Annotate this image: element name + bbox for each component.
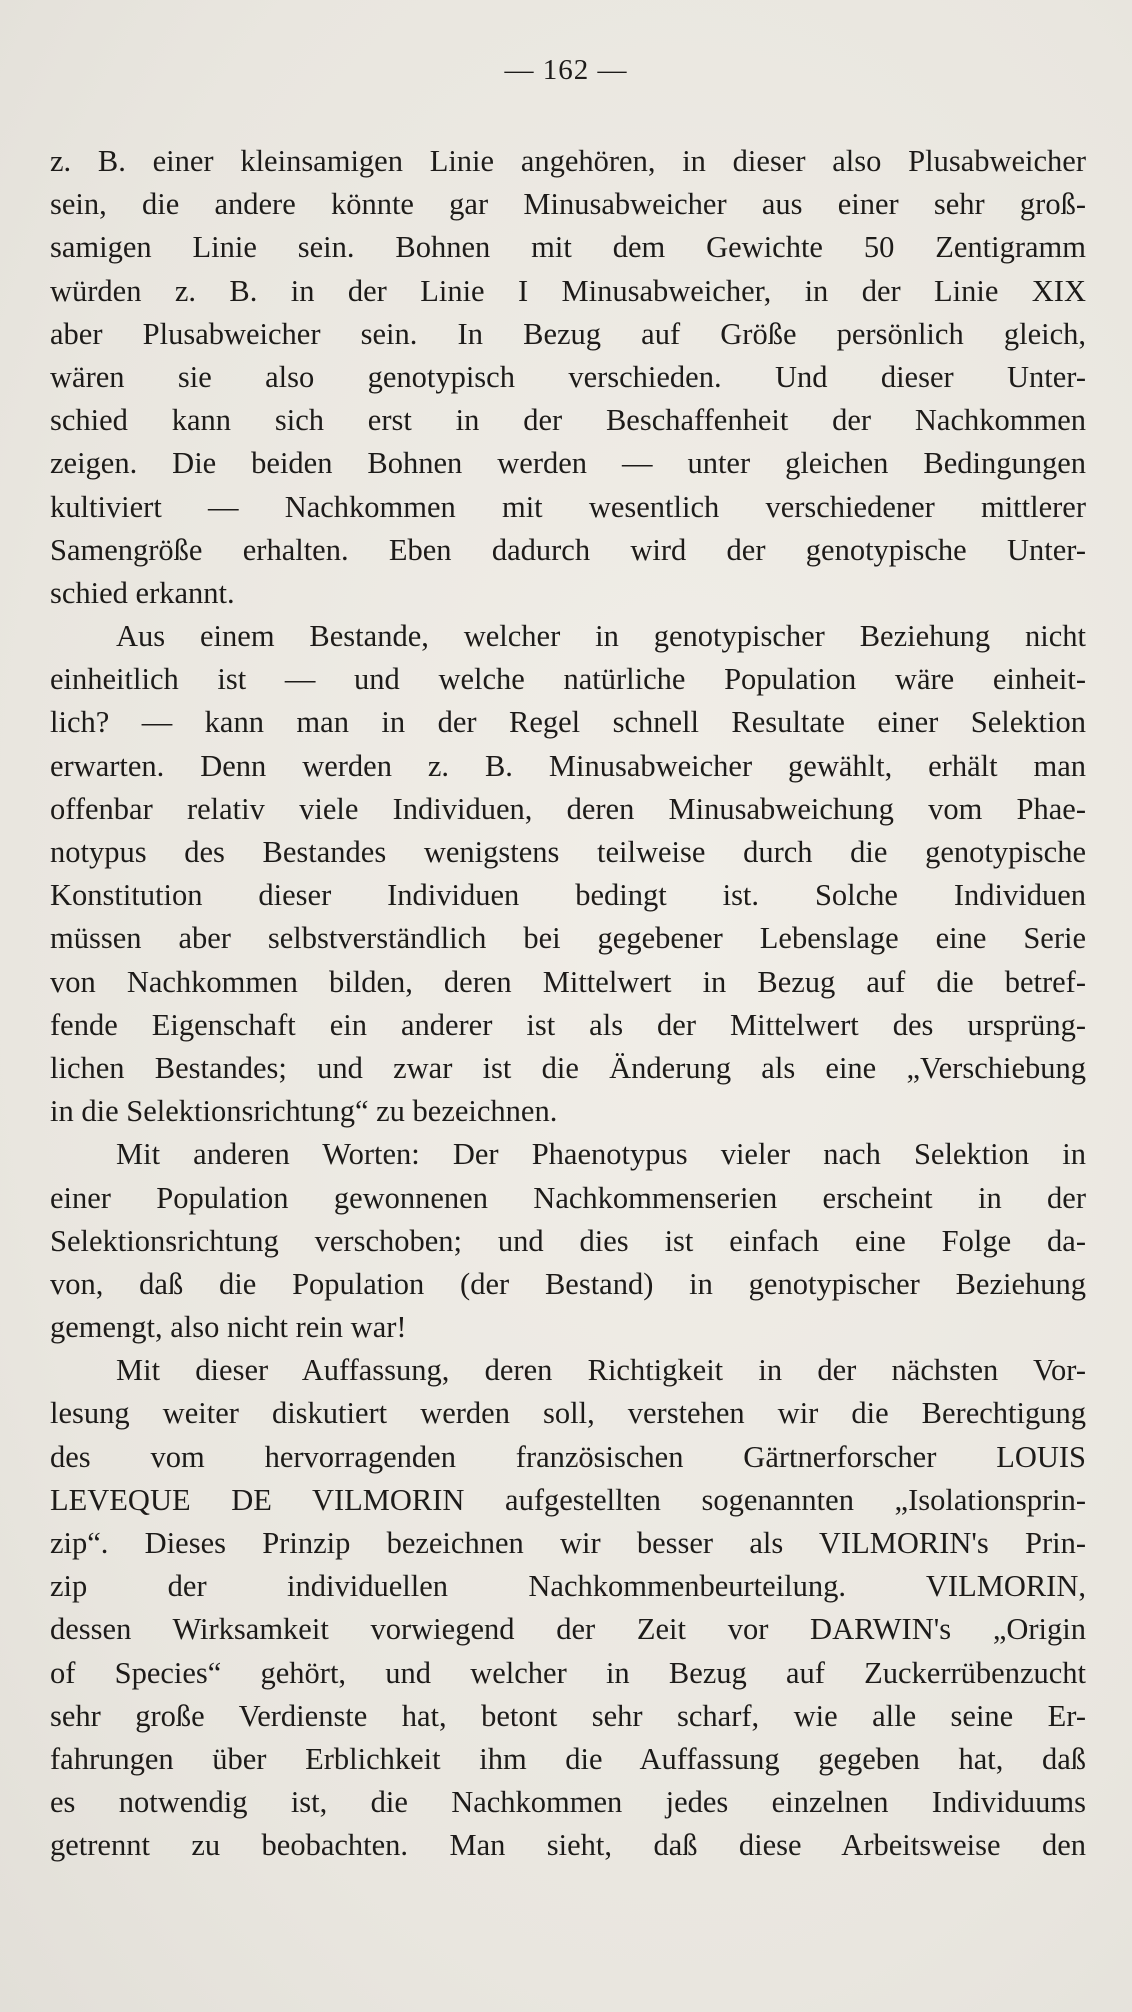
text-line: lichen Bestandes; und zwar ist die Änderung als eine „Verschiebung <box>50 1050 1086 1085</box>
text-line: sehr große Verdienste hat, betont sehr scharf, wie alle seine Er- <box>50 1698 1086 1733</box>
text-line: einheitlich ist — und welche natürliche Population wäre einheit- <box>50 662 1086 697</box>
text-line: notypus des Bestandes wenigstens teilweise durch die genotypische <box>50 835 1086 869</box>
text-line: z. B. einer kleinsamigen Linie angehören, in dieser also Plusabweicher <box>50 144 1086 178</box>
text-line: offenbar relativ viele Individuen, deren Minusabweichung vom Phae- <box>50 791 1086 826</box>
text-line: fende Eigenschaft ein anderer ist als der Mittelwert des ursprüng- <box>50 1007 1086 1042</box>
text-line: samigen Linie sein. Bohnen mit dem Gewichte 50 Zentigramm <box>50 230 1086 265</box>
text-line: müssen aber selbstverständlich bei gegebener Lebenslage eine Serie <box>50 921 1086 956</box>
page-number: — 162 — <box>504 54 628 86</box>
text-line: schied kann sich erst in der Beschaffenheit der Nachkommen <box>50 403 1086 438</box>
text-line: Selektionsrichtung verschoben; und dies ist einfach eine Folge da- <box>50 1223 1086 1258</box>
text-line: des vom hervorragenden französischen Gärtnerforscher LOUIS <box>50 1439 1086 1474</box>
text-line: lesung weiter diskutiert werden soll, verstehen wir die Berechtigung <box>50 1396 1086 1431</box>
text-line: es notwendig ist, die Nachkommen jedes einzelnen Individuums <box>50 1785 1086 1820</box>
text-line: fahrungen über Erblichkeit ihm die Auffassung gegeben hat, daß <box>50 1741 1086 1776</box>
text-line: gemengt, also nicht rein war! <box>50 1310 407 1345</box>
text-line: aber Plusabweicher sein. In Bezug auf Größe persönlich gleich, <box>50 316 1086 351</box>
text-line: Mit anderen Worten: Der Phaenotypus vieler nach Selektion in <box>116 1137 1086 1172</box>
body-text <box>50 140 1086 1868</box>
text-line: von, daß die Population (der Bestand) in genotypischer Beziehung <box>50 1266 1086 1301</box>
text-line: zip“. Dieses Prinzip bezeichnen wir besser als VILMORIN's Prin- <box>50 1526 1086 1560</box>
text-line: lich? — kann man in der Regel schnell Resultate einer Selektion <box>50 705 1086 740</box>
text-line: würden z. B. in der Linie I Minusabweicher, in der Linie XIX <box>50 273 1086 308</box>
text-line: wären sie also genotypisch verschieden. Und dieser Unter- <box>50 359 1086 394</box>
text-line: Mit dieser Auffassung, deren Richtigkeit in der nächsten Vor- <box>116 1353 1086 1388</box>
text-line: dessen Wirksamkeit vorwiegend der Zeit vor DARWIN's „Origin <box>50 1612 1086 1647</box>
text-line: in die Selektionsrichtung“ zu bezeichnen. <box>50 1094 558 1129</box>
text-line: erwarten. Denn werden z. B. Minusabweicher gewählt, erhält man <box>50 748 1086 783</box>
text-line: einer Population gewonnenen Nachkommenserien erscheint in der <box>50 1180 1086 1215</box>
text-line: kultiviert — Nachkommen mit wesentlich verschiedener mittlerer <box>50 489 1086 524</box>
text-line: zip der individuellen Nachkommenbeurteilung. VILMORIN, <box>50 1569 1086 1604</box>
text-line: sein, die andere könnte gar Minusabweicher aus einer sehr groß- <box>50 187 1086 222</box>
text-line: getrennt zu beobachten. Man sieht, daß diese Arbeitsweise den <box>50 1828 1086 1863</box>
text-line: Aus einem Bestande, welcher in genotypischer Beziehung nicht <box>116 619 1086 654</box>
text-line: LEVEQUE DE VILMORIN aufgestellten sogenannten „Isolationsprin- <box>50 1482 1086 1517</box>
text-line: Konstitution dieser Individuen bedingt ist. Solche Individuen <box>50 878 1086 913</box>
text-line: zeigen. Die beiden Bohnen werden — unter gleichen Bedingungen <box>50 446 1086 481</box>
text-line: of Species“ gehört, und welcher in Bezug auf Zuckerrübenzucht <box>50 1655 1086 1690</box>
text-line: schied erkannt. <box>50 575 235 610</box>
text-line: Samengröße erhalten. Eben dadurch wird der genotypische Unter- <box>50 532 1086 567</box>
text-line: von Nachkommen bilden, deren Mittelwert in Bezug auf die betref- <box>50 964 1086 999</box>
